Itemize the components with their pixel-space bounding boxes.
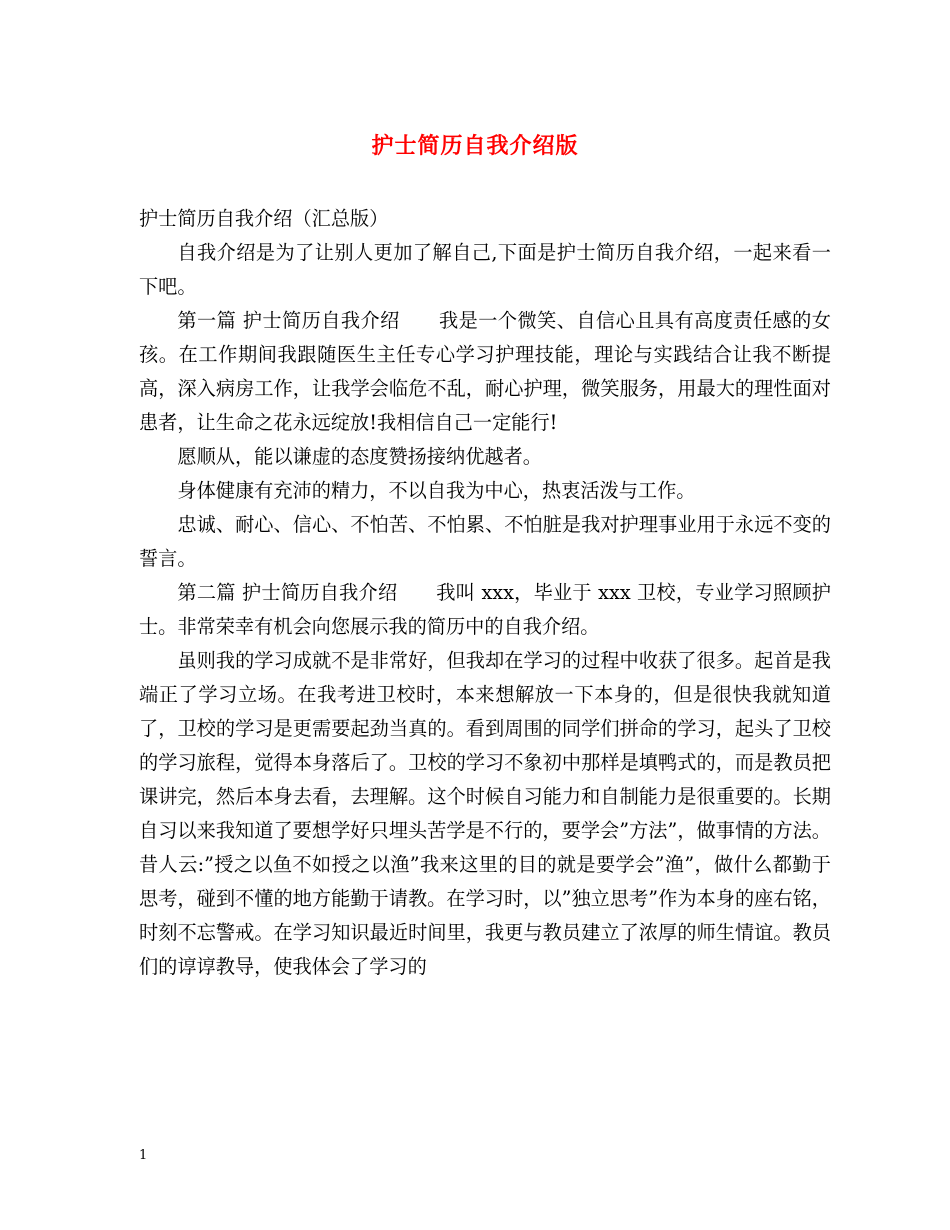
page-number: 1	[139, 1148, 148, 1163]
paragraph: 第一篇 护士简历自我介绍 我是一个微笑、自信心且具有高度责任感的女孩。在工作期间我跟随医生主任专心学习护理技能，理论与实践结合让我不断提高，深入病房工作，让我学会临危不乱，耐心护理，微笑服务，用最大的理性面对患者，让生命之花永远绽放!我相信自己一定能行!	[139, 309, 831, 434]
paragraph: 忠诚、耐心、信心、不怕苦、不怕累、不怕脏是我对护理事业用于永远不变的誓言。	[139, 513, 831, 570]
paragraph: 虽则我的学习成就不是非常好，但我却在学习的过程中收获了很多。起首是我端正了学习立场。在我考进卫校时，本来想解放一下本身的，但是很快我就知道了，卫校的学习是更需要起劲当真的。看到周围的同学们拼命的学习，起头了卫校的学习旅程，觉得本身落后了。卫校的学习不象初中那样是填鸭式的，而是教员把课讲完，然后本身去看，去理解。这个时候自习能力和自制能力是很重要的。长期自习以来我知道了要想学好只埋头苦学是不行的，要学会”方法”，做事情的方法。昔人云:”授之以鱼不如授之以渔”我来这里的目的就是要学会”渔”，做什么都勤于思考，碰到不懂的地方能勤于请教。在学习时，以”独立思考”作为本身的座右铭，时刻不忘警戒。在学习知识最近时间里，我更与教员建立了浓厚的师生情谊。教员们的谆谆教导，使我体会了学习的	[139, 649, 831, 978]
paragraph: 第二篇 护士简历自我介绍 我叫 xxx，毕业于 xxx 卫校，专业学习照顾护士。非常荣幸有机会向您展示我的简历中的自我介绍。	[139, 581, 831, 638]
document-title: 护士简历自我介绍版	[371, 134, 579, 159]
paragraph: 身体健康有充沛的精力，不以自我为中心，热衷活泼与工作。	[177, 479, 696, 502]
paragraph: 自我介绍是为了让别人更加了解自己,下面是护士简历自我介绍，一起来看一下吧。	[139, 241, 831, 298]
document-body	[139, 202, 831, 984]
paragraph: 愿顺从，能以谦虚的态度赞扬接纳优越者。	[177, 445, 542, 468]
document-subtitle: 护士简历自我介绍（汇总版）	[139, 207, 389, 230]
